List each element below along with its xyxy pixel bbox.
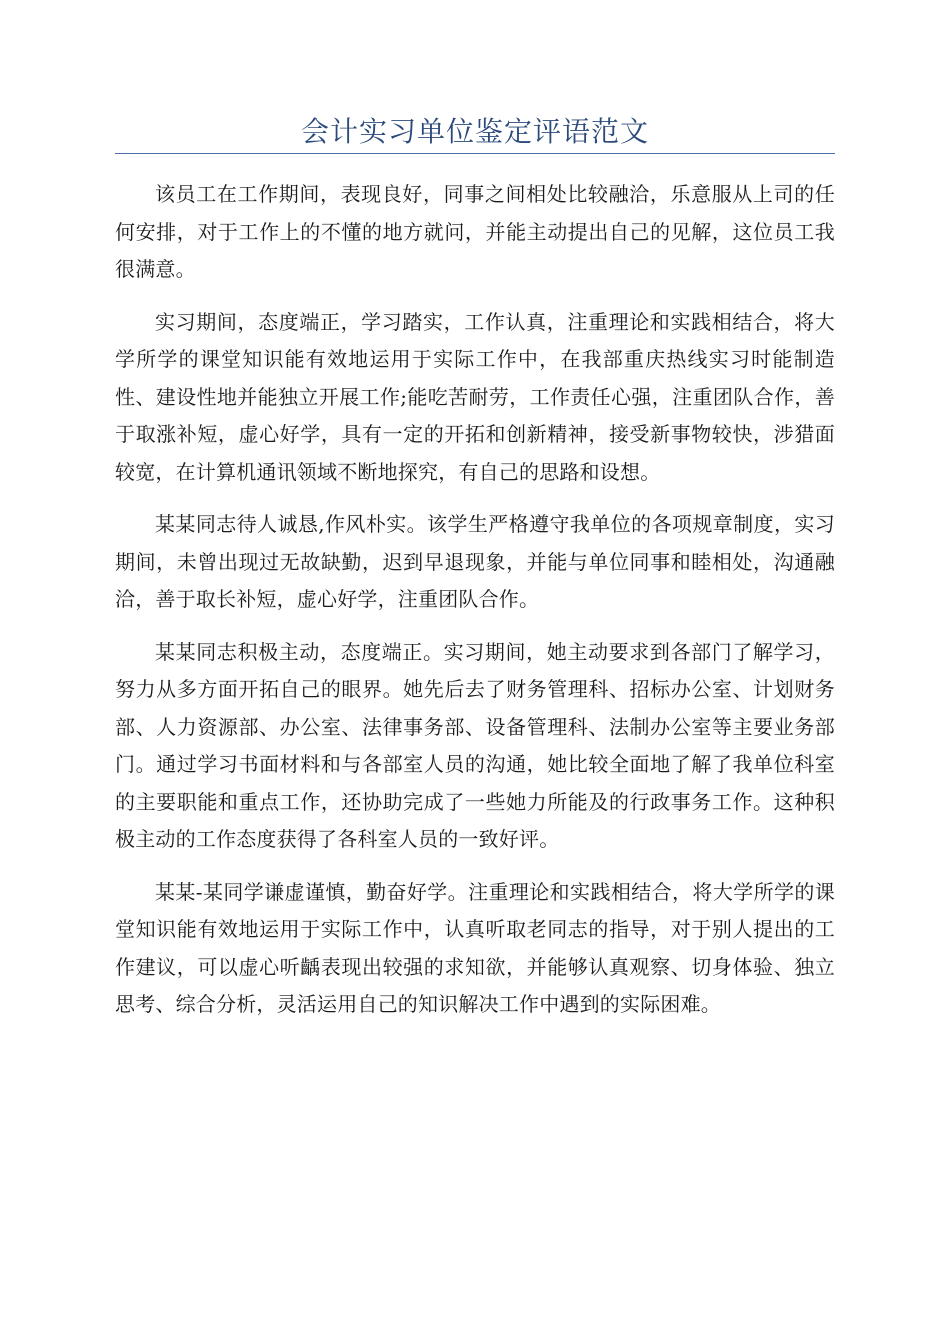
document-title: 会计实习单位鉴定评语范文 [300,115,649,148]
paragraph-2: 实习期间，态度端正，学习踏实，工作认真，注重理论和实践相结合，将大学所学的课堂知识能有效地运用于实际工作中，在我部重庆热线实习时能制造性、建设性地并能独立开展工作;能吃苦耐劳，工作责任心强，注重团队合作，善于取涨补短，虚心好学，具有一定的开拓和创新精神，接受新事物较快，涉猎面较宽，在计算机通讯领域不断地探究，有自己的思路和设想。 [115,309,835,484]
paragraph-4: 某某同志积极主动，态度端正。实习期间，她主动要求到各部门了解学习，努力从多方面开拓自己的眼界。她先后去了财务管理科、招标办公室、计划财务部、人力资源部、办公室、法律事务部、设备管理科、法制办公室等主要业务部门。通过学习书面材料和与各部室人员的沟通，她比较全面地了解了我单位科室的主要职能和重点工作，还协助完成了一些她力所能及的行政事务工作。这种积极主动的工作态度获得了各科室人员的一致好评。 [115,639,835,851]
document-body [115,176,835,1039]
paragraph-3: 某某同志待人诚恳,作风朴实。该学生严格遵守我单位的各项规章制度，实习期间，未曾出现过无故缺勤，迟到早退现象，并能与单位同事和睦相处，沟通融洽，善于取长补短，虚心好学，注重团队合作。 [115,512,835,611]
title-underline [115,153,835,154]
paragraph-5: 某某-某同学谦虚谨慎，勤奋好学。注重理论和实践相结合，将大学所学的课堂知识能有效地运用于实际工作中，认真听取老同志的指导，对于别人提出的工作建议，可以虚心听齲表现出较强的求知欲，并能够认真观察、切身体验、独立思考、综合分析，灵活运用自己的知识解决工作中遇到的实际困难。 [115,879,835,1016]
paragraph-1: 该员工在工作期间，表现良好，同事之间相处比较融洽，乐意服从上司的任何安排，对于工作上的不懂的地方就问，并能主动提出自己的见解，这位员工我很满意。 [115,182,835,281]
